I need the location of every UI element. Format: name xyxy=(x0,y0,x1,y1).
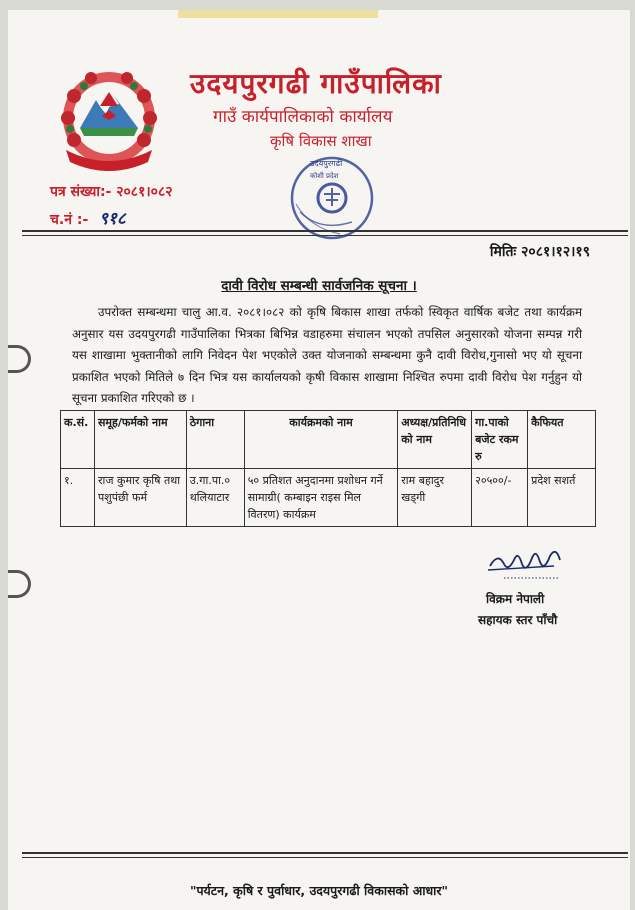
document-date: मितिः २०८१।१२।१९ xyxy=(489,244,590,260)
footer-slogan: "पर्यटन, कृषि र पुर्वाधार, उदयपुरगढी विकासको आधार" xyxy=(189,883,449,898)
header-rule xyxy=(22,230,628,232)
signature-icon xyxy=(484,542,574,582)
col-chairperson: अध्यक्ष/प्रतिनिधि को नाम xyxy=(398,411,472,469)
cell-program: ५० प्रतिशत अनुदानमा प्रशोधन गर्ने सामाग्री( कम्बाइन राइस मिल वितरण) कार्यक्रम xyxy=(244,469,398,527)
table-header-row xyxy=(61,411,596,469)
letter-number-value: २०८१।०८२ xyxy=(116,184,173,200)
tape-strip xyxy=(178,10,378,18)
office-stamp-icon xyxy=(280,152,376,248)
col-remarks: कैफियत xyxy=(528,411,596,469)
col-group-name: समूह/फर्मको नाम xyxy=(94,411,186,469)
col-program: कार्यक्रमको नाम xyxy=(244,411,398,469)
notice-title xyxy=(8,276,630,294)
dispatch-number xyxy=(50,206,126,229)
cell-sn: १. xyxy=(61,469,95,527)
letter-number-label: पत्र संख्या:- xyxy=(50,184,112,200)
cell-group-name: राज कुमार कृषि तथा पशुपंछी फर्म xyxy=(94,469,186,527)
notice-title-text: दावी विरोध सम्बन्धी सार्वजनिक सूचना । xyxy=(221,278,417,294)
dispatch-number-label: च.नं :- xyxy=(50,212,89,228)
col-sn: क.सं. xyxy=(61,411,95,469)
letter-number xyxy=(50,182,173,201)
signatory-name: विक्रम नेपाली xyxy=(486,592,545,606)
col-budget: गा.पाको बजेट रकम रु xyxy=(472,411,528,469)
table-row xyxy=(61,469,596,527)
stamp-line1: उदयपुरगढी xyxy=(310,159,343,168)
footer-rule xyxy=(22,852,628,854)
header-rule-thin xyxy=(22,235,628,236)
footer-rule-thin xyxy=(22,857,628,858)
municipality-name: उदयपुरगढी गाउँपालिका xyxy=(190,67,442,100)
office-name: गाउँ कार्यपालिकाको कार्यालय xyxy=(213,107,393,127)
notice-paragraph: उपरोक्त सम्बन्धमा चालु आ.व. २०८१।०८२ को कृषि बिकास शाखा तर्फको स्विकृत वार्षिक बजेट तथा कार्यक्रम अनुसार यस उदयपुरगढी गाउँपालिका भित्रका बिभिन्न वडाहरुमा संचालन भएको तपसिल अनुसारको योजना सम्पन्न गरी यस शाखामा भुक्तानीको लागि निवेदन पेश भएकोले उक्त योजनाको सम्बन्धमा कुनै दावी विरोध,गुनासो भए यो सूचना प्रकाशित भएको मितिले ७ दिन भित्र यस कार्यालयको कृषी विकास शाखामा निश्चित रुपमा दावी विरोध पेश गर्नुहुन यो सूचना प्रकाशित गरिएको छ । xyxy=(72,305,582,405)
stamp-line2: कोशी प्रदेश xyxy=(310,172,339,180)
binder-ring xyxy=(8,345,31,373)
cell-address: उ.गा.पा.० थलियाटार xyxy=(186,469,244,527)
section-name: कृषि विकास शाखा xyxy=(270,132,372,150)
cell-budget: २०५००/- xyxy=(472,469,528,527)
document-page xyxy=(8,10,630,910)
cell-chairperson: राम बहादुर खड्गी xyxy=(398,469,472,527)
binder-ring xyxy=(8,570,31,598)
dispatch-number-value: ९१८ xyxy=(99,209,126,229)
project-table xyxy=(60,410,596,527)
notice-body xyxy=(72,302,582,410)
nepal-emblem-icon xyxy=(56,66,162,178)
signatory-post: सहायक स्तर पाँचौ xyxy=(478,613,558,627)
cell-remarks: प्रदेश सशर्त xyxy=(528,469,596,527)
col-address: ठेगाना xyxy=(186,411,244,469)
